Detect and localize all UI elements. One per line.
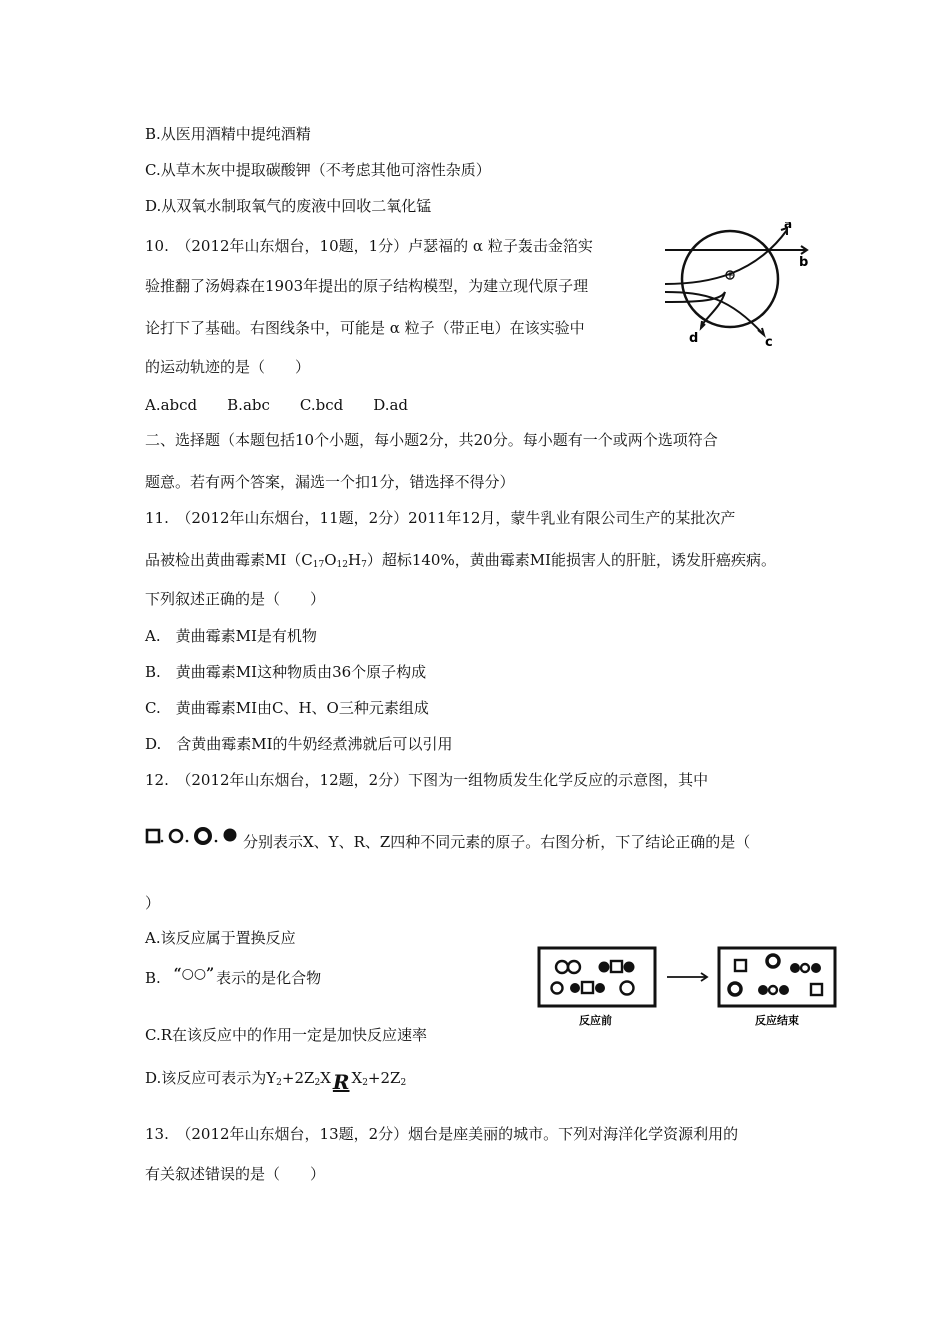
section2-heading: 二、选择题（本题包括10个小题，每小题2分，共20分。每小题有一个或两个选项符合 (145, 431, 718, 449)
q9-option-c: C.从草木灰中提取碳酸钾（不考虑其他可溶性杂质） (145, 161, 491, 179)
rutherford-experiment-figure (665, 222, 815, 352)
q10-stem-line2: 验推翻了汤姆森在1903年提出的原子结构模型，为建立现代原子理 (145, 277, 589, 295)
q10-stem-line1: 10. （2012年山东烟台，10题，1分）卢瑟福的 α 粒子轰击金箔实 (145, 237, 593, 255)
q13-stem-line1: 13. （2012年山东烟台，13题，2分）烟台是座美丽的城市。下列对海洋化学资源利用的 (145, 1125, 739, 1143)
q13-stem-line2: 有关叙述错误的是（ ） (145, 1165, 326, 1183)
q12-stem-line2: 分别表示X、Y、R、Z四种不同元素的原子。右图分析，下了结论正确的是（ (243, 833, 751, 851)
trajectory-label-d: d (689, 331, 699, 346)
q11-option-d: D. 含黄曲霉素MI的牛奶经煮沸就后可以引用 (145, 735, 453, 753)
q10-stem-line4: 的运动轨迹的是（ ） (145, 358, 311, 376)
q12-stem-line3: ） (145, 894, 161, 912)
q11-option-b: B. 黄曲霉素MI这种物质由36个原子构成 (145, 663, 427, 681)
after-caption: 反应结束 (755, 1014, 799, 1027)
q10-options: A.abcd B.abc C.bcd D.ad (145, 396, 409, 414)
q12-option-a: A.该反应属于置换反应 (145, 929, 296, 947)
q11-option-c: C. 黄曲霉素MI由C、H、O三种元素组成 (145, 699, 429, 717)
q11-stem-line1: 11. （2012年山东烟台，11题，2分）2011年12月，蒙牛乳业有限公司生产的某批次产 (145, 509, 736, 527)
q12-stem-line1: 12. （2012年山东烟台，12题，2分）下图为一组物质发生化学反应的示意图，其中 (145, 771, 709, 789)
molecule-y2-icon: “○○” (173, 966, 215, 982)
q11-option-a: A. 黄曲霉素MI是有机物 (145, 627, 317, 645)
trajectory-label-c: c (765, 335, 773, 350)
trajectory-label-a: a (784, 222, 793, 231)
catalyst-r: R (332, 1070, 350, 1094)
q12-option-d: D.该反应可表示为$Y_2+2Z_2X$ R $X_2+2Z_2$ (145, 1069, 407, 1094)
q12-option-b: B. “○○” 表示的是化合物 (145, 966, 322, 987)
trajectory-label-b: b (799, 255, 809, 270)
atom-legend-icon (145, 824, 241, 846)
q10-stem-line3: 论打下了基础。右图线条中，可能是 α 粒子（带正电）在该实验中 (145, 319, 585, 337)
reaction-diagram (537, 946, 839, 1030)
q9-option-d: D.从双氧水制取氧气的废液中回收二氧化锰 (145, 197, 432, 215)
q11-stem-line3: 下列叙述正确的是（ ） (145, 590, 326, 608)
q11-stem-line2: 品被检出黄曲霉素$MI(C_{17}O_{12}H_7)$超标140%，黄曲霉素MI能损害人的肝脏，诱发肝癌疾病。 (145, 551, 776, 570)
q12-option-c: C.R在该反应中的作用一定是加快反应速率 (145, 1026, 428, 1044)
before-caption: 反应前 (579, 1014, 612, 1027)
section2-instructions: 题意。若有两个答案，漏选一个扣1分，错选择不得分） (145, 473, 515, 491)
q9-option-b: B.从医用酒精中提纯酒精 (145, 125, 311, 143)
